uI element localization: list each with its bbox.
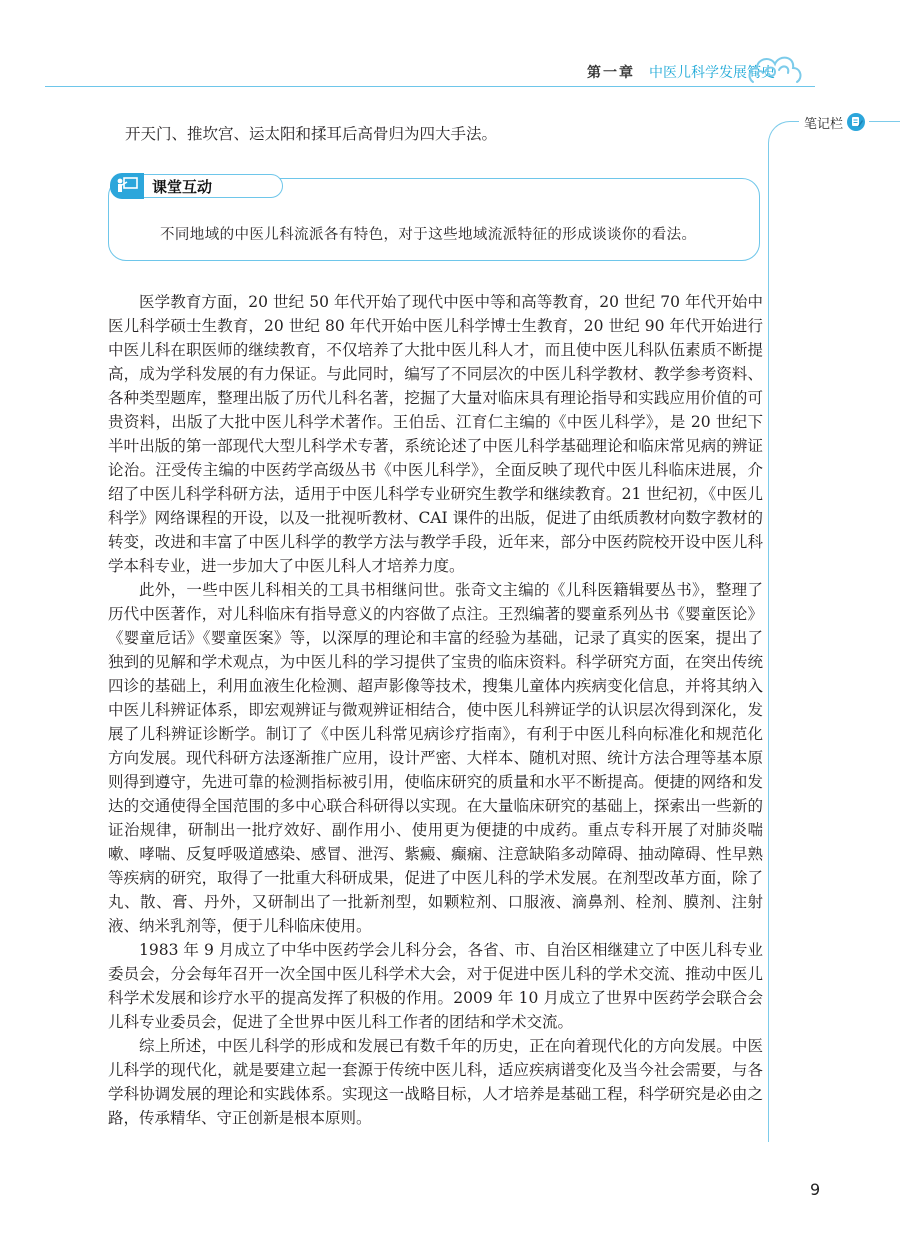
chapter-number: 第一章 <box>587 65 635 81</box>
continuation-line: 开天门、推坎宫、运太阳和揉耳后高骨归为四大手法。 <box>125 125 498 143</box>
paragraph: 1983 年 9 月成立了中华中医药学会儿科分会，各省、市、自治区相继建立了中医儿科专业委员会，分会每年召开一次全国中医儿科学术大会，对于促进中医儿科的学术交流、推动中医儿科学术发展和诊疗水平的提高发挥了积极的作用。2009 年 10 月成立了世界中医药学会联合会儿科专业委员会，促进了全世界中医儿科工作者的团结和学术交流。 <box>108 941 763 1031</box>
notes-label-text: 笔记栏 <box>804 116 844 132</box>
notes-column-frame <box>768 121 900 1142</box>
classroom-interaction-title: 课堂互动 <box>152 177 213 196</box>
note-pencil-icon <box>846 112 866 132</box>
classroom-interaction-tab <box>111 174 283 198</box>
cloud-ornament-icon <box>745 42 805 86</box>
page-header <box>0 0 900 100</box>
chapter-title: 中医儿科学发展简史 <box>649 65 775 81</box>
header-rule <box>45 86 815 87</box>
main-text <box>108 290 763 1130</box>
paragraph: 综上所述，中医儿科学的形成和发展已有数千年的历史，正在向着现代化的方向发展。中医儿科学的现代化，就是要建立起一套源于传统中医儿科，适应疾病谱变化及当今社会需要，与各学科协调发展的理论和实践体系。实现这一战略目标，人才培养是基础工程，科学研究是必由之路，传承精华、守正创新是根本原则。 <box>108 1037 763 1127</box>
classroom-interaction-question: 不同地域的中医儿科流派各有特色，对于这些地域流派特征的形成谈谈你的看法。 <box>160 227 697 243</box>
page-number: 9 <box>810 1180 821 1199</box>
notes-column-label <box>799 112 869 132</box>
teacher-board-icon <box>110 173 144 199</box>
paragraph: 医学教育方面，20 世纪 50 年代开始了现代中医中等和高等教育，20 世纪 70 年代开始中医儿科学硕士生教育，20 世纪 80 年代开始中医儿科学博士生教育，20 世纪 90 年代开始进行中医儿科在职医师的继续教育，不仅培养了大批中医儿科人才，而且使中医儿科队伍素质不断提高，成为学科发展的有力保证。与此同时，编写了不同层次的中医儿科学教材、教学参考资料、各种类型题库，整理出版了历代儿科名著，挖掘了大量对临床具有理论指导和实践应用价值的可贵资料，出版了大批中医儿科学术著作。王伯岳、江育仁主编的《中医儿科学》，是 20 世纪下半叶出版的第一部现代大型儿科学术专著，系统论述了中医儿科学基础理论和临床常见病的辨证论治。汪受传主编的中医药学高级丛书《中医儿科学》，全面反映了现代中医儿科临床进展，介绍了中医儿科学科研方法，适用于中医儿科学专业研究生教学和继续教育。21 世纪初，《中医儿科学》网络课程的开设，以及一批视听教材、CAI 课件的出版，促进了由纸质教材向数字教材的转变，改进和丰富了中医儿科学的教学方法与教学手段，近年来，部分中医药院校开设中医儿科学本科专业，进一步加大了中医儿科人才培养力度。 <box>108 293 763 575</box>
paragraph: 此外，一些中医儿科相关的工具书相继问世。张奇文主编的《儿科医籍辑要丛书》，整理了历代中医著作，对儿科临床有指导意义的内容做了点注。王烈编著的婴童系列丛书《婴童医论》《婴童卮话》《婴童医案》等，以深厚的理论和丰富的经验为基础，记录了真实的医案，提出了独到的见解和学术观点，为中医儿科的学习提供了宝贵的临床资料。科学研究方面，在突出传统四诊的基础上，利用血液生化检测、超声影像等技术，搜集儿童体内疾病变化信息，并将其纳入中医儿科辨证体系，即宏观辨证与微观辨证相结合，使中医儿科辨证学的认识层次得到深化，发展了儿科辨证诊断学。制订了《中医儿科常见病诊疗指南》，有利于中医儿科向标准化和规范化方向发展。现代科研方法逐渐推广应用，设计严密、大样本、随机对照、统计方法合理等基本原则得到遵守，先进可靠的检测指标被引用，使临床研究的质量和水平不断提高。便捷的网络和发达的交通使得全国范围的多中心联合科研得以实现。在大量临床研究的基础上，探索出一些新的证治规律，研制出一批疗效好、副作用小、使用更为便捷的中成药。重点专科开展了对肺炎喘嗽、哮喘、反复呼吸道感染、感冒、泄泻、紫癜、癫痫、注意缺陷多动障碍、抽动障碍、性早熟等疾病的研究，取得了一批重大科研成果，促进了中医儿科的学术发展。在剂型改革方面，除了丸、散、膏、丹外，又研制出了一批新剂型，如颗粒剂、口服液、滴鼻剂、栓剂、膜剂、注射液、纳米乳剂等，便于儿科临床使用。 <box>108 581 763 935</box>
